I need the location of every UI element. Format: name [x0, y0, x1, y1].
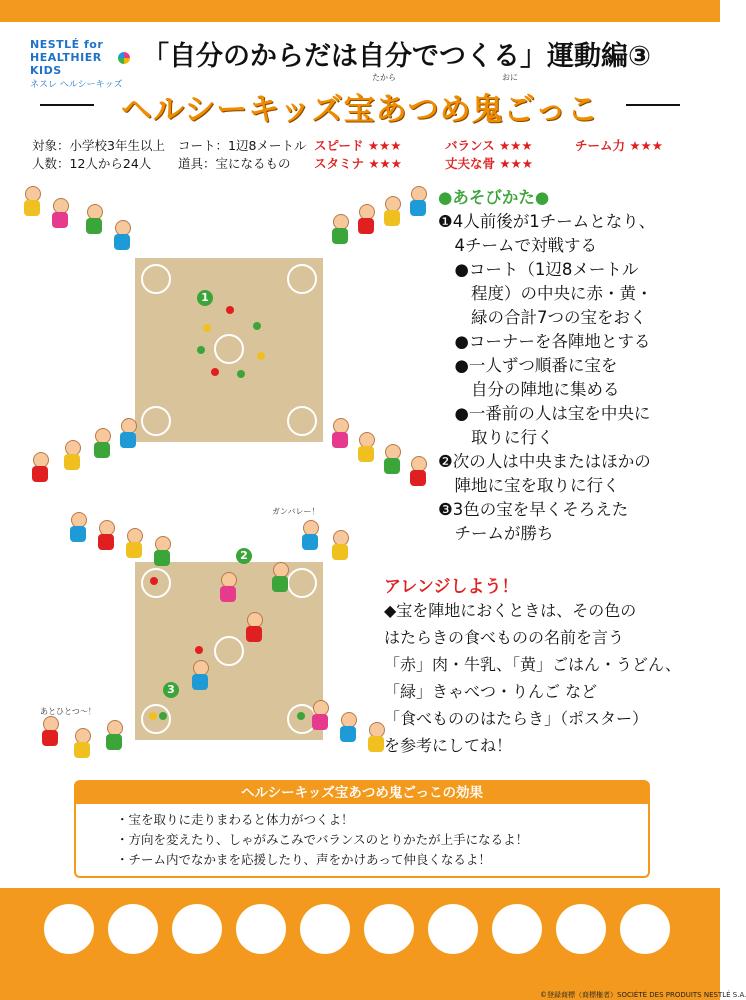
kid-figure [300, 520, 320, 552]
stamp-circle [44, 904, 94, 954]
logo-line3: ネスレ ヘルシーキッズ [30, 80, 123, 90]
corner-base [287, 568, 317, 598]
arrange-line: ◆宝を陣地におくときは、その色の [384, 601, 637, 620]
kid-figure [112, 220, 132, 252]
kid-figure [96, 520, 116, 552]
how-to-play [438, 186, 708, 546]
corner-base [287, 406, 317, 436]
kid-figure [218, 572, 238, 604]
stamp-circle [620, 904, 670, 954]
kid-figure [152, 536, 172, 568]
rating-bones: 丈夫な骨 ★★★ [445, 156, 533, 171]
subtitle-rule-left [40, 104, 94, 106]
subtitle-rule-right [626, 104, 680, 106]
arrange-line: 「食べもののはたらき」（ポスター） [384, 709, 649, 728]
rule-line: 4チームで対戦する [438, 236, 597, 255]
kid-figure [190, 660, 210, 692]
kid-figure [330, 418, 350, 450]
treasure-green [253, 322, 261, 330]
kid-figure [310, 700, 330, 732]
effect-item: ・宝を取りに走りまわると体力がつくよ！ [116, 812, 354, 827]
rule-line: ●一番前の人は宝を中央に [438, 404, 651, 423]
ruby-oni: おに [502, 73, 518, 82]
rule-line: 陣地に宝を取りに行く [438, 476, 620, 495]
kid-figure [382, 444, 402, 476]
arrange-heading: アレンジしよう！ [384, 577, 519, 597]
logo-line1: NESTLÉ for [30, 38, 104, 51]
stamp-circle [364, 904, 414, 954]
corner-base [287, 264, 317, 294]
arrange-section [384, 597, 704, 759]
corner-base [141, 704, 171, 734]
rule-line: 取りに行く [438, 428, 554, 447]
stamp-card-bar [0, 888, 720, 1000]
stamp-circle [236, 904, 286, 954]
rule-line: 緑の合計7つの宝をおく [438, 308, 647, 327]
kid-figure [72, 728, 92, 760]
kid-figure [244, 612, 264, 644]
page-title: 「自分のからだは自分でつくる」運動編③ [142, 41, 651, 72]
kid-figure [104, 720, 124, 752]
top-orange-bar [0, 0, 720, 22]
kid-figure [40, 716, 60, 748]
rule-line: 程度）の中央に赤・黄・ [438, 284, 653, 303]
arrange-line: はたらきの食べものの名前を言う [384, 628, 625, 647]
treasure-green [237, 370, 245, 378]
rule-line: ●一人ずつ順番に宝を [438, 356, 618, 375]
kid-figure [124, 528, 144, 560]
logo-heart-icon [118, 52, 130, 64]
logo-line2: HEALTHIER KIDS [30, 51, 102, 77]
treasure-green [159, 712, 167, 720]
rule-line: 自分の陣地に集める [438, 380, 620, 399]
rating-balance: バランス ★★★ [445, 138, 533, 153]
info-court: コート：1辺8メートル [178, 138, 307, 153]
kid-figure [330, 214, 350, 246]
kid-figure [50, 198, 70, 230]
page-subtitle: ヘルシーキッズ宝あつめ鬼ごっこ [121, 92, 599, 128]
kid-figure [330, 530, 350, 562]
treasure-yellow [257, 352, 265, 360]
kid-figure [408, 186, 428, 218]
ruby-takara: たから [372, 73, 396, 82]
kid-figure [382, 196, 402, 228]
court-diagram-1 [135, 258, 323, 442]
arrange-line: 「緑」きゃべつ・りんご など [384, 682, 598, 701]
treasure-red [150, 577, 158, 585]
rule-line: ❸3色の宝を早くそろえた [438, 500, 629, 519]
subtitle-block [40, 73, 680, 128]
arrange-line: を参考にしてね！ [384, 736, 513, 755]
step-number: 1 [197, 290, 213, 306]
info-people: 人数：12人から24人 [32, 156, 152, 171]
kid-figure [68, 512, 88, 544]
kid-figure [22, 186, 42, 218]
corner-base [141, 264, 171, 294]
stamp-circle [108, 904, 158, 954]
step-number: 3 [163, 682, 179, 698]
stamp-circle [556, 904, 606, 954]
kid-figure [118, 418, 138, 450]
center-circle [214, 334, 244, 364]
treasure-yellow [203, 324, 211, 332]
kid-figure [62, 440, 82, 472]
kid-figure [84, 204, 104, 236]
kid-figure [30, 452, 50, 484]
treasure-green [197, 346, 205, 354]
rules-heading: ●あそびかた● [438, 188, 550, 207]
treasure-yellow [149, 712, 157, 720]
kid-figure [92, 428, 112, 460]
rating-stamina: スタミナ ★★★ [314, 156, 402, 171]
kid-figure [356, 432, 376, 464]
effects-box [74, 780, 650, 878]
speech-bubble: ガンバレー！ [272, 507, 320, 516]
treasure-red [211, 368, 219, 376]
nestle-logo [30, 38, 130, 90]
effect-item: ・チーム内でなかまを応援したり、声をかけあって仲良くなるよ！ [116, 852, 491, 867]
speech-bubble: あとひとつ〜！ [40, 707, 96, 716]
rule-line: ●コート（1辺8メートル [438, 260, 639, 279]
center-circle [214, 636, 244, 666]
rule-line: ❶4人前後が1チームとなり、 [438, 212, 656, 231]
treasure-red [195, 646, 203, 654]
kid-figure [366, 722, 386, 754]
rule-line: ●コーナーを各陣地とする [438, 332, 651, 351]
stamp-circle [492, 904, 542, 954]
kid-figure [270, 562, 290, 594]
effect-item: ・方向を変えたり、しゃがみこみでバランスのとりかたが上手になるよ！ [116, 832, 529, 847]
kid-figure [338, 712, 358, 744]
stamp-circle [300, 904, 350, 954]
corner-base [141, 406, 171, 436]
rule-line: チームが勝ち [438, 524, 554, 543]
treasure-red [226, 306, 234, 314]
info-target: 対象：小学校3年生以上 [32, 138, 165, 153]
rating-speed: スピード ★★★ [314, 138, 402, 153]
rule-line: ❷次の人は中央またはほかの [438, 452, 651, 471]
info-tools: 道具：宝になるもの [178, 156, 291, 171]
treasure-green [297, 712, 305, 720]
rating-team: チーム力 ★★★ [575, 138, 663, 153]
kid-figure [408, 456, 428, 488]
effects-heading: ヘルシーキッズ宝あつめ鬼ごっこの効果 [76, 782, 648, 804]
copyright-text: ©登録商標（商標権者）SOCIÉTÉ DES PRODUITS NESTLÉ S.A. [540, 991, 746, 999]
kid-figure [356, 204, 376, 236]
stamp-circle [172, 904, 222, 954]
stamp-circle [428, 904, 478, 954]
arrange-line: 「赤」肉・牛乳、「黄」ごはん・うどん、 [384, 655, 681, 674]
step-number: 2 [236, 548, 252, 564]
